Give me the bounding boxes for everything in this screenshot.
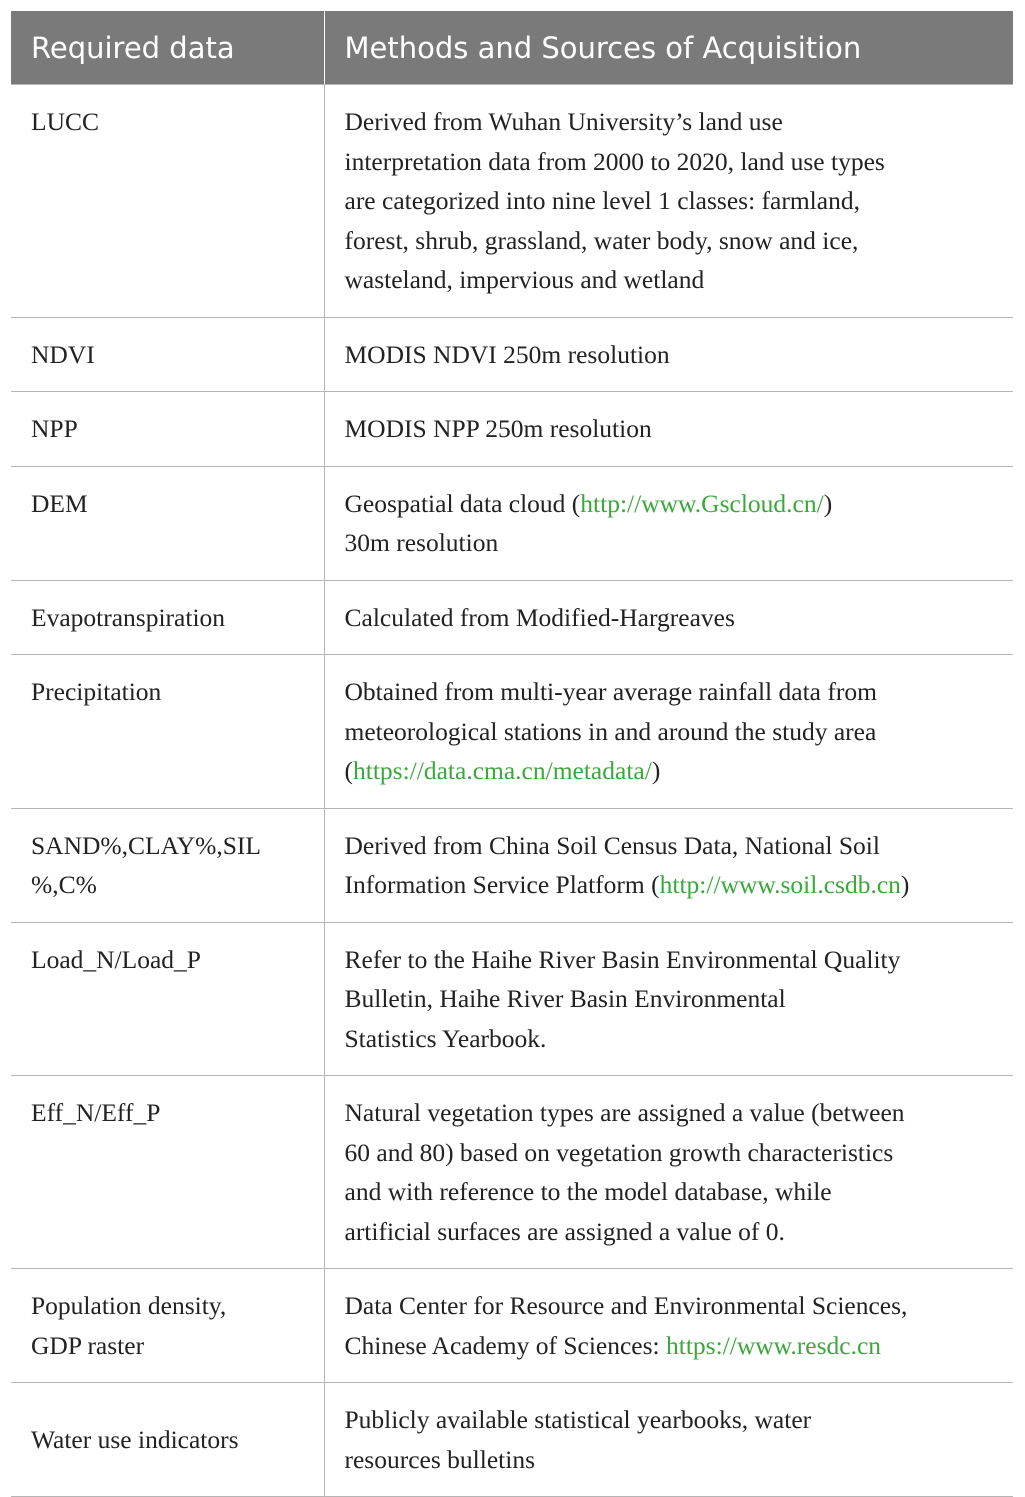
header-methods-sources: Methods and Sources of Acquisition [324, 11, 1013, 85]
table-row [11, 85, 1013, 318]
cma-link[interactable]: https://data.cma.cn/metadata/ [353, 756, 652, 785]
description-line: artificial surfaces are assigned a value of 0. [344, 1216, 785, 1246]
description-line: Bulletin, Haihe River Basin Environmental [344, 984, 786, 1013]
header-required-data: Required data [11, 11, 324, 85]
table-row [11, 392, 1013, 467]
row-name: Load_N/Load_P [11, 922, 324, 1076]
row-description [324, 580, 1013, 655]
description-line: Data Center for Resource and Environmental Sciences, [344, 1291, 908, 1320]
description-line: are categorized into nine level 1 classes: farmland, [344, 186, 860, 215]
description-text: Chinese Academy of Sciences: [344, 1330, 666, 1360]
header-row [11, 11, 1013, 85]
row-name-line: Population density, [31, 1291, 227, 1320]
description-text: ) [900, 870, 910, 899]
row-description [324, 922, 1013, 1076]
description-line: wasteland, impervious and wetland [344, 265, 705, 294]
description-text: Information Service Platform ( [344, 870, 660, 899]
table-row [11, 1076, 1013, 1269]
description-text: Geospatial data cloud ( [344, 488, 581, 518]
description-line: 30m resolution [344, 528, 499, 557]
description-line: 60 and 80) based on vegetation growth characteristics [344, 1137, 894, 1167]
description-text: ( [344, 756, 353, 785]
row-description [324, 808, 1013, 922]
description-line: and with reference to the model database, while [344, 1177, 832, 1206]
row-name: Precipitation [11, 655, 324, 809]
description-line: Refer to the Haihe River Basin Environmental Quality [344, 944, 901, 974]
description-text: MODIS NDVI 250m resolution [344, 339, 670, 369]
description-text: ) [823, 488, 833, 518]
row-name [11, 1269, 324, 1383]
row-name [11, 808, 324, 922]
row-description [324, 466, 1013, 580]
table-row [11, 317, 1013, 392]
description-line [345, 751, 1008, 791]
description-line: Publicly available statistical yearbooks, water [344, 1405, 812, 1434]
row-description [324, 85, 1013, 318]
description-line: Statistics Yearbook. [344, 1023, 547, 1053]
description-text: Calculated from Modified-Hargreaves [344, 602, 735, 632]
row-name: NDVI [11, 317, 324, 392]
description-line: Derived from Wuhan University’s land use [344, 107, 783, 136]
description-line: interpretation data from 2000 to 2020, land use types [344, 146, 885, 176]
table-row [11, 1383, 1013, 1497]
row-description [324, 317, 1013, 392]
description-line: Obtained from multi-year average rainfall data from [344, 677, 877, 706]
table-row [11, 580, 1013, 655]
table-row [11, 655, 1013, 809]
table-row [11, 466, 1013, 580]
description-line: forest, shrub, grassland, water body, snow and ice, [344, 225, 859, 255]
row-name-line: GDP raster [31, 1330, 145, 1360]
row-name-line: SAND%,CLAY%,SIL [31, 830, 261, 860]
description-line [345, 1326, 1008, 1366]
row-name: NPP [11, 392, 324, 467]
row-description [324, 1383, 1013, 1497]
row-description [324, 1076, 1013, 1269]
table-row [11, 1269, 1013, 1383]
description-line: resources bulletins [344, 1444, 535, 1474]
description-line: meteorological stations in and around the study area [344, 716, 877, 746]
row-name: Evapotranspiration [11, 580, 324, 655]
row-description [324, 655, 1013, 809]
description-line: Derived from China Soil Census Data, National Soil [344, 830, 880, 860]
data-sources-table [11, 11, 1013, 1497]
table-row [11, 808, 1013, 922]
row-description [324, 392, 1013, 467]
row-name: DEM [11, 466, 324, 580]
row-name: Eff_N/Eff_P [11, 1076, 324, 1269]
description-line [345, 484, 1008, 524]
description-line [345, 865, 1008, 905]
description-text: ) [651, 756, 661, 785]
row-name: Water use indicators [11, 1383, 324, 1497]
gscloud-link[interactable]: http://www.Gscloud.cn/ [580, 488, 824, 518]
table-row [11, 922, 1013, 1076]
table-header [11, 11, 1013, 85]
row-name-line: %,C% [31, 870, 97, 899]
row-name: LUCC [11, 85, 324, 318]
resdc-link[interactable]: https://www.resdc.cn [666, 1330, 882, 1360]
soil-csdb-link[interactable]: http://www.soil.csdb.cn [659, 870, 901, 899]
row-description [324, 1269, 1013, 1383]
description-text: MODIS NPP 250m resolution [344, 414, 652, 443]
description-line: Natural vegetation types are assigned a value (between [344, 1098, 905, 1127]
